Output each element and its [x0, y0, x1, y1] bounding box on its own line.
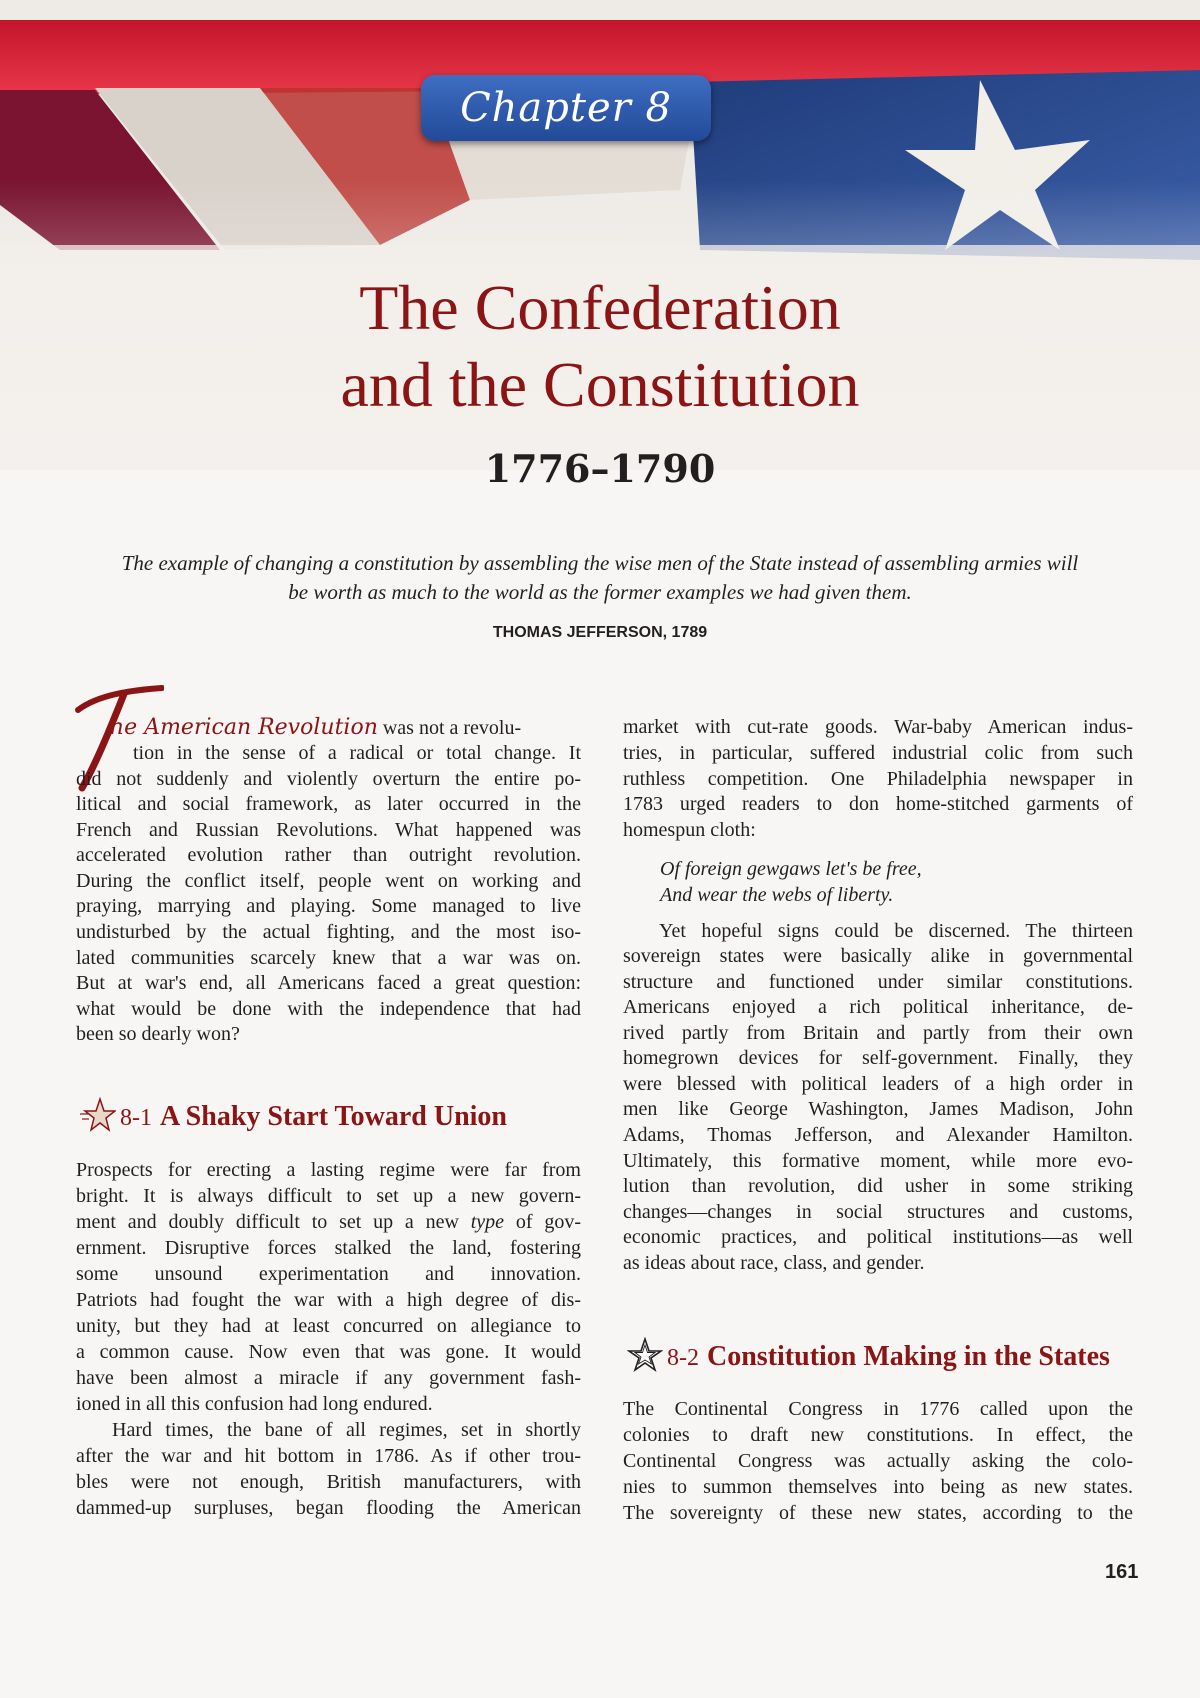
verse-line: Of foreign gewgaws let's be free, — [660, 858, 922, 880]
body-line: bles were not enough, British manufacturers, with — [76, 1471, 581, 1493]
intro-line: lated communities scarcely knew that a war was on. — [76, 947, 581, 969]
body-line: ment and doubly difficult to set up a new type of gov- — [76, 1211, 581, 1233]
star-icon — [627, 1337, 663, 1373]
section-number: 8-2 — [667, 1345, 699, 1371]
body-line: colonies to draft new constitutions. In effect, the — [623, 1424, 1133, 1446]
body-line: ioned in all this confusion had long endured. — [76, 1393, 433, 1415]
body-line: Americans enjoyed a rich political inheritance, de- — [623, 996, 1133, 1018]
body-line: changes—changes in social structures and customs, — [623, 1201, 1133, 1223]
page-number: 161 — [1105, 1561, 1139, 1583]
body-line: Yet hopeful signs could be discerned. The thirteen — [659, 920, 1133, 942]
section-title: A Shaky Start Toward Union — [160, 1101, 508, 1132]
intro-line: been so dearly won? — [76, 1023, 240, 1045]
intro-line: During the conflict itself, people went on working and — [76, 870, 581, 892]
body-line: economic practices, and political institutions—as well — [623, 1226, 1133, 1248]
chapter-title-line1: The Confederation — [359, 272, 841, 343]
body-line: structure and functioned under similar constitutions. — [623, 971, 1133, 993]
chapter-years: 1776–1790 — [484, 446, 716, 491]
intro-line: what would be done with the independence that had — [76, 998, 581, 1020]
epigraph-line1: The example of changing a constitution by assembling the wise men of the State instead of assembling armies will — [121, 551, 1079, 575]
body-line: have been almost a miracle if any government fash- — [76, 1367, 581, 1389]
intro-line: did not suddenly and violently overturn the entire po- — [76, 768, 581, 790]
body-line: Continental Congress was actually asking the colo- — [623, 1450, 1133, 1472]
body-line: Patriots had fought the war with a high degree of dis- — [76, 1289, 581, 1311]
body-line: homespun cloth: — [623, 819, 756, 841]
intro-line: tion in the sense of a radical or total change. It — [133, 742, 581, 764]
section-title: Constitution Making in the States — [707, 1341, 1110, 1372]
body-line: Prospects for erecting a lasting regime were far from — [76, 1159, 581, 1181]
body-line: men like George Washington, James Madison, John — [623, 1098, 1133, 1120]
body-line: The sovereignty of these new states, according to the — [623, 1502, 1133, 1524]
body-line: homegrown devices for self-government. Finally, they — [623, 1047, 1133, 1069]
section-heading-8-1 — [80, 1097, 507, 1133]
epigraph-line2: be worth as much to the world as the former examples we had given them. — [288, 580, 912, 604]
body-line: ernment. Disruptive forces stalked the land, fostering — [76, 1237, 581, 1259]
intro-line: accelerated evolution rather than outright revolution. — [76, 844, 581, 866]
body-line: after the war and hit bottom in 1786. As if other trou- — [76, 1445, 581, 1467]
chapter-title-line2: and the Constitution — [340, 349, 860, 420]
body-line: some unsound experimentation and innovation. — [76, 1263, 581, 1285]
body-line: ruthless competition. One Philadelphia newspaper in — [623, 768, 1133, 790]
body-line: The Continental Congress in 1776 called upon the — [623, 1398, 1133, 1420]
intro-line: French and Russian Revolutions. What happened was — [76, 819, 581, 841]
body-line: rived partly from Britain and partly from their own — [623, 1022, 1133, 1044]
body-line: tries, in particular, suffered industrial colic from such — [623, 742, 1133, 764]
intro-line: undisturbed by the actual fighting, and the most iso- — [76, 921, 581, 943]
chapter-tab — [421, 75, 711, 141]
intro-line: But at war's end, all Americans faced a great question: — [76, 972, 581, 994]
drop-cap-text: T — [74, 684, 75, 685]
body-line: as ideas about race, class, and gender. — [623, 1252, 925, 1274]
intro-line: litical and social framework, as later occurred in the — [76, 793, 581, 815]
body-line: were blessed with political leaders of a high order in — [623, 1073, 1133, 1095]
section-heading-8-2 — [627, 1337, 1110, 1373]
body-line: Ultimately, this formative moment, while more evo- — [623, 1150, 1133, 1172]
body-line: bright. It is always difficult to set up a new govern- — [76, 1185, 581, 1207]
body-line: 1783 urged readers to don home-stitched garments of — [623, 793, 1133, 815]
epigraph-attribution: THOMAS JEFFERSON, 1789 — [492, 624, 708, 641]
body-line: a common cause. Now even that was gone. It would — [76, 1341, 581, 1363]
body-line: Adams, Thomas Jefferson, and Alexander Hamilton. — [623, 1124, 1133, 1146]
verse-line: And wear the webs of liberty. — [660, 884, 894, 906]
section-number: 8-1 — [120, 1105, 152, 1131]
star-icon — [80, 1097, 116, 1133]
intro-line: he American Revolution was not a revolu- — [110, 715, 522, 740]
body-line: sovereign states were basically alike in governmental — [623, 945, 1133, 967]
intro-lead-phrase: he American Revolution — [110, 715, 378, 740]
body-line: market with cut-rate goods. War-baby American indus- — [623, 716, 1133, 738]
body-line: unity, but they had at least concurred on allegiance to — [76, 1315, 581, 1337]
body-line: lution than revolution, did usher in some striking — [623, 1175, 1133, 1197]
chapter-label: Chapter 8 — [460, 85, 672, 131]
intro-line: praying, marrying and playing. Some managed to live — [76, 895, 581, 917]
body-line: Hard times, the bane of all regimes, set in shortly — [112, 1419, 581, 1441]
body-line: nies to summon themselves into being as new states. — [623, 1476, 1133, 1498]
body-line: dammed-up surpluses, began flooding the American — [76, 1497, 581, 1519]
